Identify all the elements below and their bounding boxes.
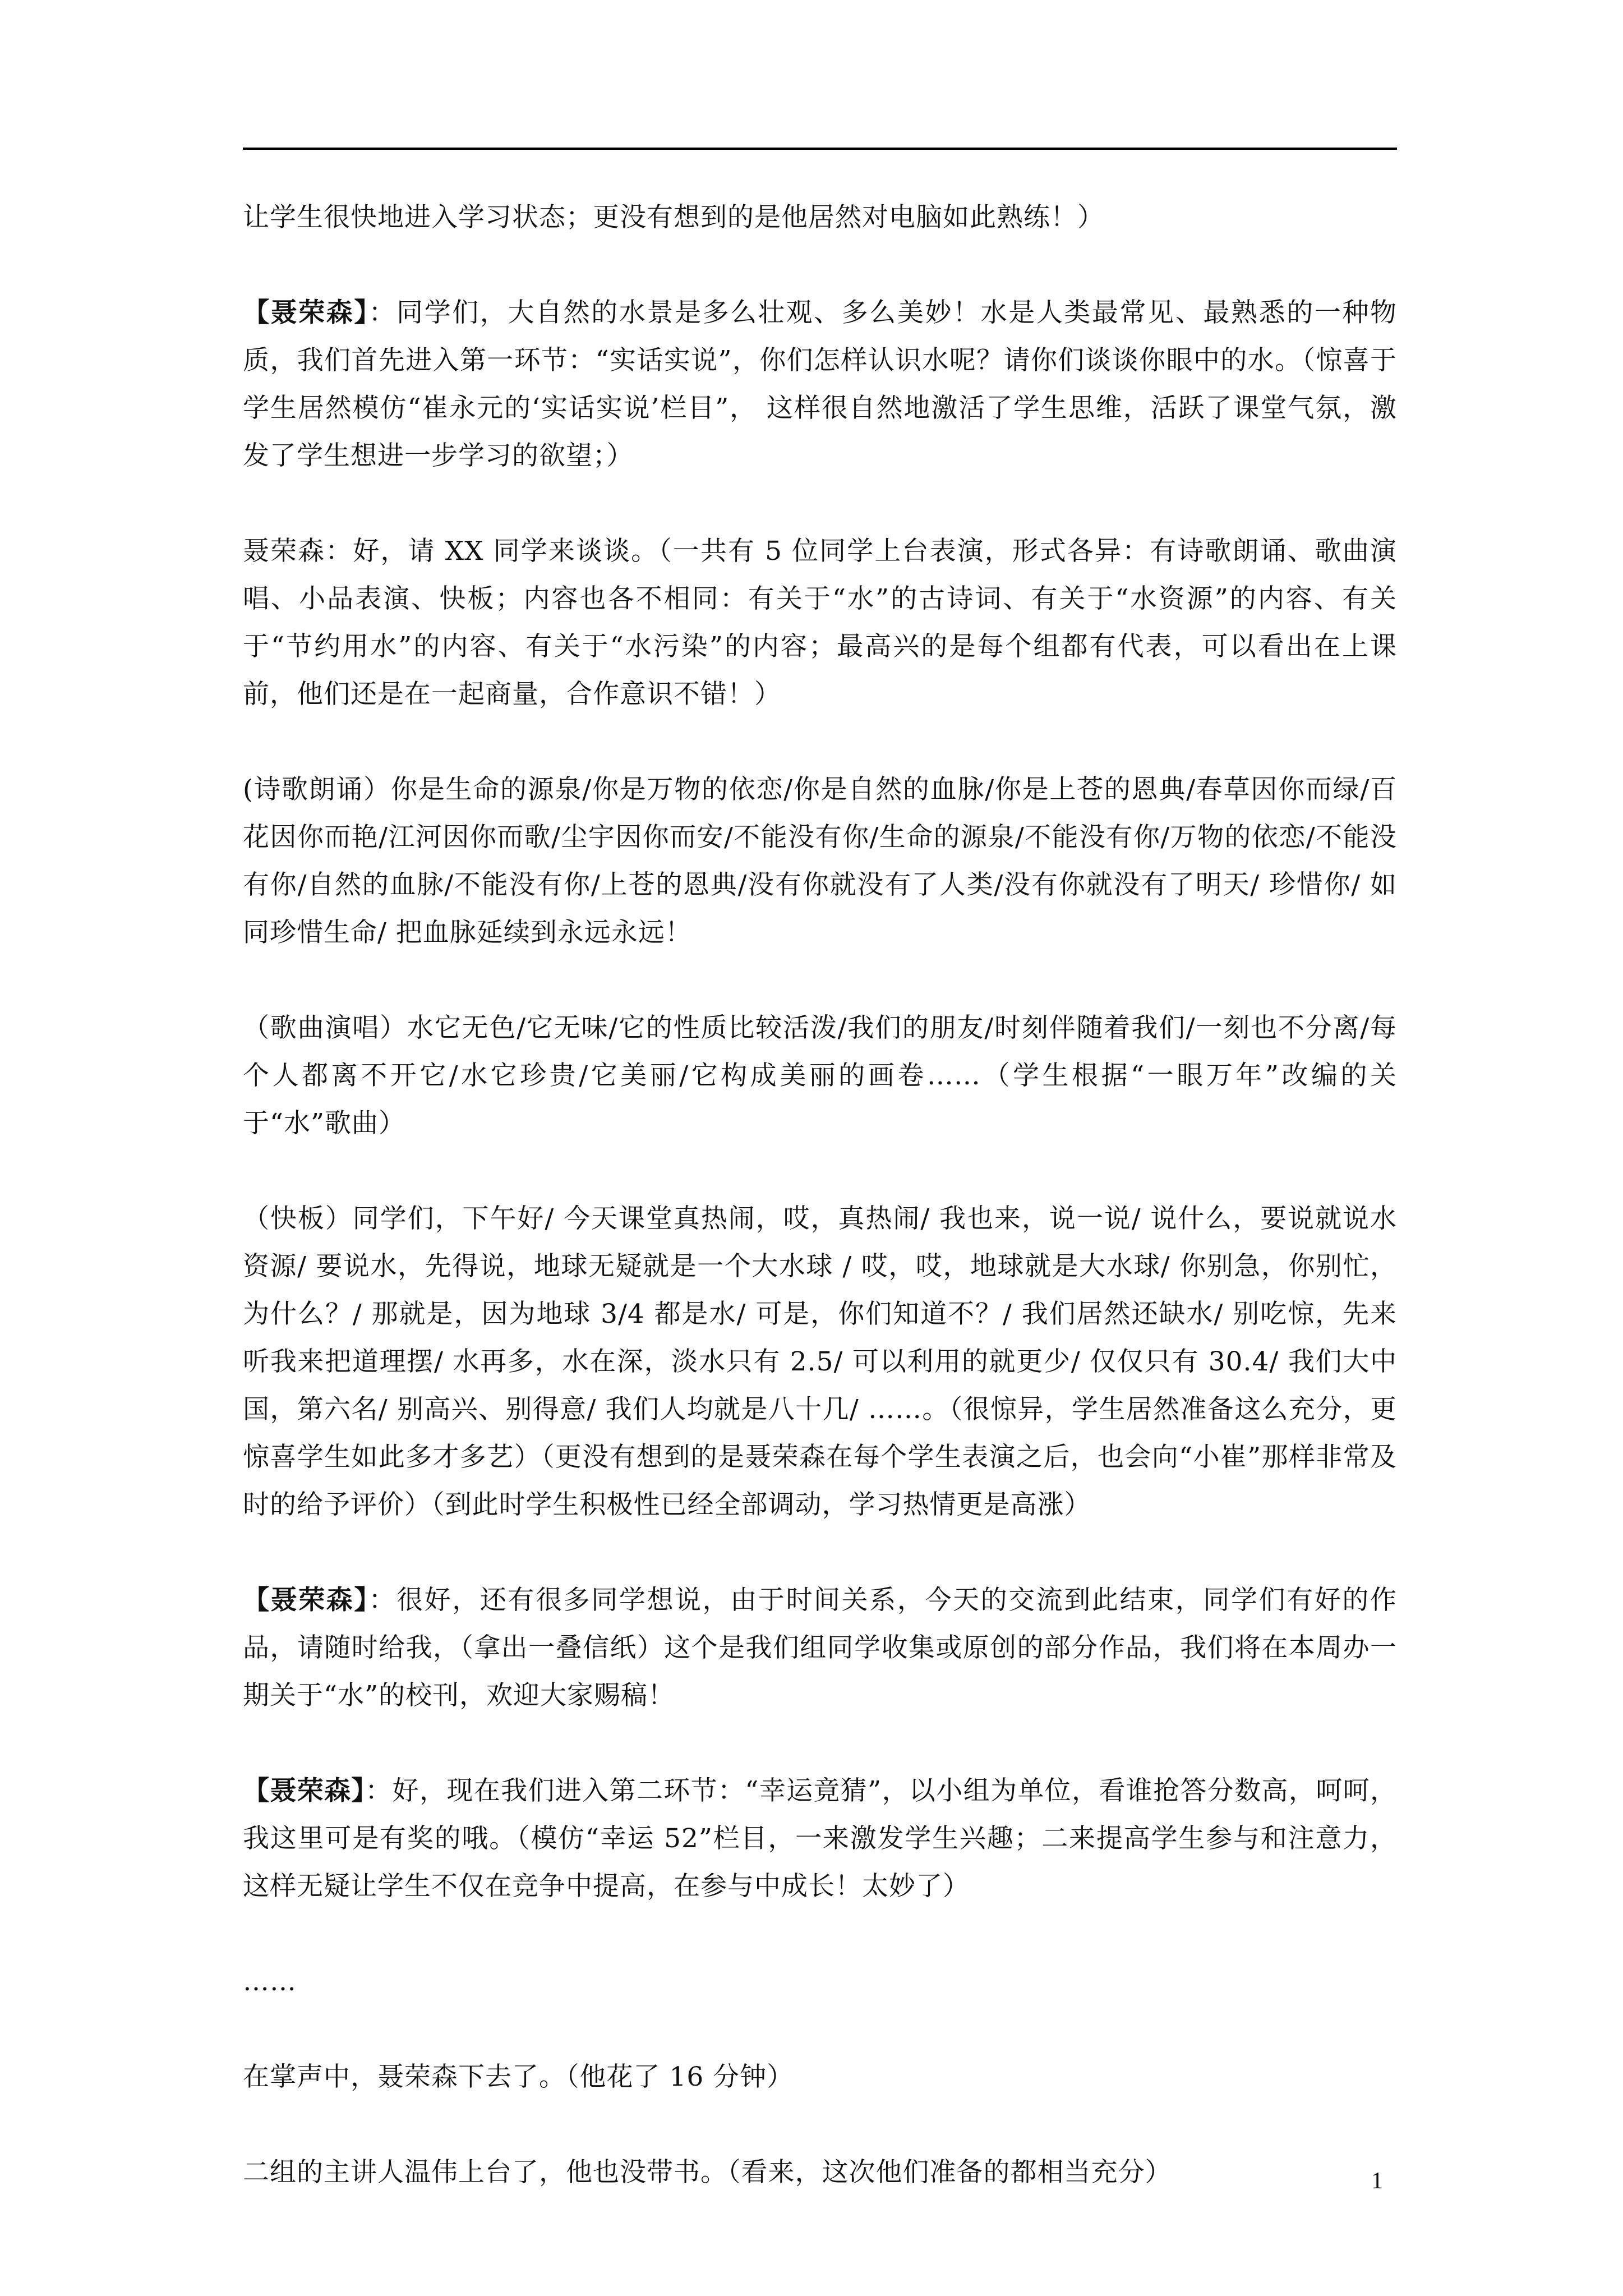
paragraph-text: ：很好，还有很多同学想说，由于时间关系，今天的交流到此结束，同学们有好的作品，请随时给我，（拿出一叠信纸）这个是我们组同学收集或原创的部分作品，我们将在本周办一期关于“水”的校刊，欢迎大家赐稿！ (243, 1585, 1398, 1711)
paragraph (243, 1958, 1397, 2005)
paragraph (243, 2148, 1397, 2196)
paragraph (243, 2053, 1397, 2101)
paragraph (243, 1004, 1397, 1147)
paragraph-text: …… (243, 1966, 297, 1997)
paragraph (243, 766, 1397, 956)
document-body (243, 194, 1397, 2196)
paragraph (243, 194, 1397, 241)
speaker-label: 【聂荣森】 (243, 1585, 369, 1616)
paragraph-text: （歌曲演唱）水它无色/它无味/它的性质比较活泼/我们的朋友/时刻伴随着我们/一刻也不分离/每个人都离不开它/水它珍贵/它美丽/它构成美丽的画卷……（学生根据“一眼万年”改编的关于“水”歌曲） (243, 1013, 1397, 1139)
speaker-label: 【聂荣森】 (243, 297, 369, 328)
paragraph-text: 聂荣森：好，请 XX 同学来谈谈。（一共有 5 位同学上台表演，形式各异：有诗歌朗诵、歌曲演唱、小品表演、快板；内容也各不相同：有关于“水”的古诗词、有关于“水资源”的内容、有关于“节约用水”的内容、有关于“水污染”的内容；最高兴的是每个组都有代表，可以看出在上课前，他们还是在一起商量，合作意识不错！） (243, 536, 1397, 710)
header-rule (243, 148, 1397, 150)
paragraph (243, 527, 1397, 718)
paragraph-text: ：同学们，大自然的水景是多么壮观、多么美妙！水是人类最常见、最熟悉的一种物质，我们首先进入第一环节：“实话实说”，你们怎样认识水呢？请你们谈谈你眼中的水。（惊喜于学生居然模仿“崔永元的‘实话实说’栏目”， 这样很自然地激活了学生思维，活跃了课堂气氛，激发了学生想进一步学习的欲望；） (243, 297, 1398, 471)
paragraph (243, 1576, 1397, 1719)
paragraph-text: ：好，现在我们进入第二环节：“幸运竟猜”，以小组为单位，看谁抢答分数高，呵呵，我这里可是有奖的哦。（模仿“幸运 52”栏目，一来激发学生兴趣；二来提高学生参与和注意力，这样无疑让学生不仅在竞争中提高，在参与中成长！太妙了） (243, 1775, 1397, 1902)
paragraph-text: 在掌声中，聂荣森下去了。（他花了 16 分钟） (243, 2062, 794, 2092)
paragraph-text: 让学生很快地进入学习状态；更没有想到的是他居然对电脑如此熟练！） (243, 202, 1104, 233)
paragraph-text: (诗歌朗诵）你是生命的源泉/你是万物的依恋/你是自然的血脉/你是上苍的恩典/春草因你而绿/百花因你而艳/江河因你而歌/尘宇因你而安/不能没有你/生命的源泉/不能没有你/万物的依恋/不能没有你/自然的血脉/不能没有你/上苍的恩典/没有你就没有了人类/没有你就没有了明天/ 珍惜你/ 如同珍惜生命/ 把血脉延续到永远永远！ (243, 774, 1397, 948)
paragraph (243, 289, 1397, 480)
page-number: 1 (1371, 2168, 1383, 2194)
speaker-label: 【聂荣森】 (243, 1775, 366, 1806)
paragraph (243, 1767, 1397, 1910)
paragraph-text: 二组的主讲人温伟上台了，他也没带书。（看来，这次他们准备的都相当充分） (243, 2157, 1172, 2188)
paragraph-text: （快板）同学们，下午好/ 今天课堂真热闹，哎，真热闹/ 我也来，说一说/ 说什么，要说就说水资源/ 要说水，先得说，地球无疑就是一个大水球 / 哎，哎，地球就是大水球/ 你别急，你别忙，为什么？/ 那就是，因为地球 3/4 都是水/ 可是，你们知道不？/ 我们居然还缺水/ 别吃惊，先来听我来把道理摆/ 水再多，水在深，淡水只有 2.5/ 可以利用的就更少/ 仅仅只有 30.4/ 我们大中国，第六名/ 别高兴、别得意/ 我们人均就是八十几/ ……。（很惊异，学生居然准备这么充分，更惊喜学生如此多才多艺）（更没有想到的是聂荣森在每个学生表演之后，也会向“小崔”那样非常及时的给予评价）（到此时学生积极性已经全部调动，学习热情更是高涨） (243, 1203, 1397, 1520)
paragraph (243, 1195, 1397, 1529)
